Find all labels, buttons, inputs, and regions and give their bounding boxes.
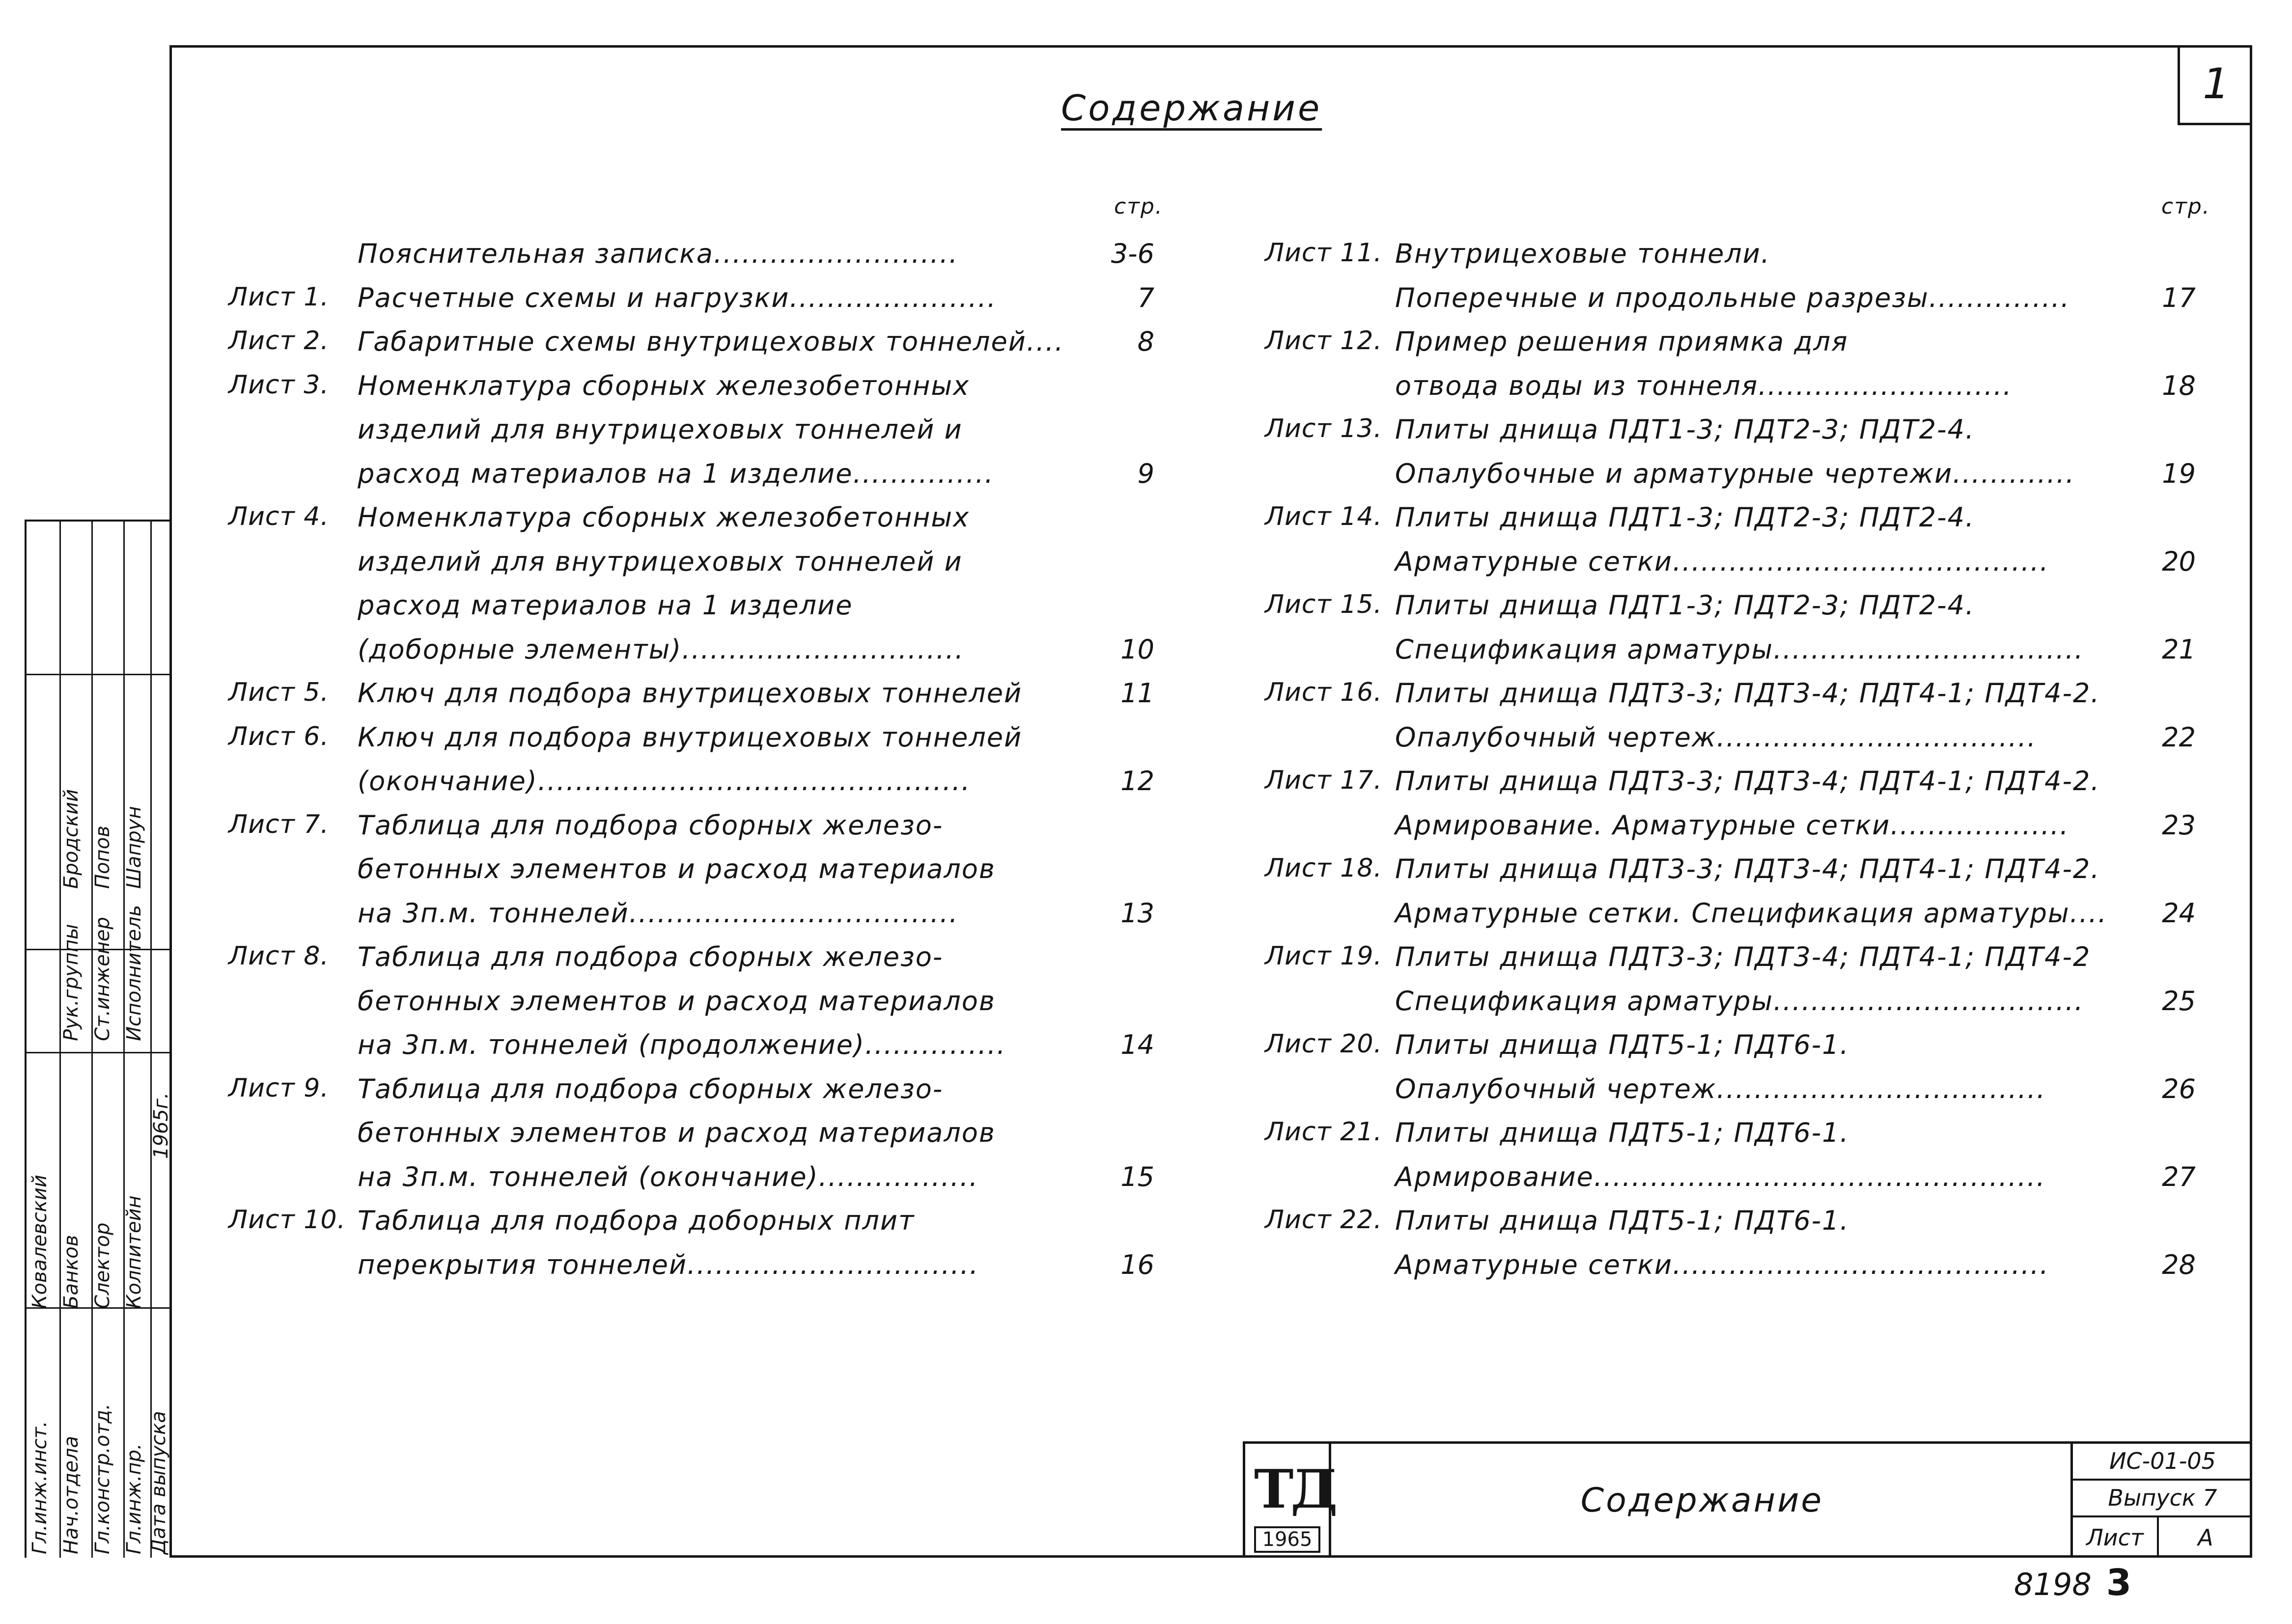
toc-sheet-label: Лист 11. bbox=[1265, 238, 1383, 268]
toc-sheet-label: Лист 18. bbox=[1265, 853, 1383, 883]
toc-entry-text: Плиты днища ПДТ3-3; ПДТ3-4; ПДТ4-1; ПДТ4-2 bbox=[1395, 941, 2091, 972]
issue-number: Выпуск 7 bbox=[2073, 1481, 2252, 1517]
toc-entry-text: бетонных элементов и расход материалов bbox=[358, 853, 996, 884]
toc-sheet-label: Лист 5. bbox=[228, 678, 329, 707]
toc-entry-text: Опалубочный чертеж.................................. bbox=[1395, 721, 2037, 753]
toc-entry-text: Спецификация арматуры................................. bbox=[1395, 985, 2084, 1017]
approval-role: Гл.инж.пр. bbox=[123, 1443, 145, 1554]
approval-role: Ст.инженер bbox=[91, 917, 114, 1041]
toc-entry-text: Опалубочный чертеж................................... bbox=[1395, 1073, 2046, 1104]
approval-role: Гл.инж.инст. bbox=[28, 1421, 51, 1554]
approval-name: Бродский bbox=[60, 789, 83, 889]
toc-entry-text: Внутрицеховые тоннели. bbox=[1395, 238, 1771, 269]
toc-page-number: 15 bbox=[1120, 1161, 1154, 1192]
page-title: Содержание bbox=[1061, 87, 1322, 129]
toc-entry-text: Плиты днища ПДТ5-1; ПДТ6-1. bbox=[1395, 1029, 1849, 1060]
series-code: ИС-01-05 bbox=[2073, 1444, 2252, 1481]
toc-page-number: 18 bbox=[2162, 370, 2196, 401]
toc-sheet-label: Лист 6. bbox=[228, 721, 329, 751]
toc-entry bbox=[1265, 678, 2196, 766]
toc-entry-text: Таблица для подбора доборных плит bbox=[358, 1205, 915, 1236]
toc-entry-text: Армирование................................................ bbox=[1395, 1161, 2046, 1192]
archive-number: 8198 bbox=[2014, 1567, 2092, 1602]
toc-entry-text: Таблица для подбора сборных железо- bbox=[358, 809, 944, 841]
toc-entry bbox=[1265, 414, 2196, 502]
sheet-number: 1 bbox=[2178, 45, 2252, 125]
toc-entry bbox=[1265, 238, 2196, 326]
toc-entry-text: Поперечные и продольные разрезы............... bbox=[1395, 282, 2070, 313]
toc-entry-text: Плиты днища ПДТ3-3; ПДТ3-4; ПДТ4-1; ПДТ4-2. bbox=[1395, 766, 2100, 797]
toc-entry bbox=[1265, 1117, 2196, 1205]
toc-entry-text: Плиты днища ПДТ3-3; ПДТ3-4; ПДТ4-1; ПДТ4-2. bbox=[1395, 853, 2100, 884]
toc-entry-text: изделий для внутрицеховых тоннелей и bbox=[358, 546, 963, 577]
toc-entry bbox=[1265, 853, 2196, 941]
toc-entry-text: Плиты днища ПДТ1-3; ПДТ2-3; ПДТ2-4. bbox=[1395, 502, 1975, 533]
sheet-cell bbox=[2073, 1517, 2252, 1558]
toc-page-number: 16 bbox=[1120, 1249, 1154, 1280]
toc-entry-text: бетонных элементов и расход материалов bbox=[358, 985, 996, 1017]
toc-entry-text: (окончание).............................................. bbox=[358, 766, 971, 797]
toc-page-number: 12 bbox=[1120, 766, 1154, 797]
toc-entry-text: на 3п.м. тоннелей (окончание)................. bbox=[358, 1161, 979, 1192]
toc-sheet-label: Лист 17. bbox=[1265, 766, 1383, 795]
toc-sheet-label: Лист 4. bbox=[228, 502, 329, 531]
toc-entry-text: Арматурные сетки........................................ bbox=[1395, 546, 2049, 577]
toc-entry-text: отвода воды из тоннеля........................... bbox=[1395, 370, 2012, 401]
approval-name: Колпитейн bbox=[123, 1195, 145, 1309]
toc-sheet-label: Лист 19. bbox=[1265, 941, 1383, 971]
toc-entry-text: Плиты днища ПДТ1-3; ПДТ2-3; ПДТ2-4. bbox=[1395, 414, 1975, 445]
toc-page-number: 28 bbox=[2162, 1249, 2196, 1280]
toc-sheet-label: Лист 7. bbox=[228, 809, 329, 839]
toc-sheet-label: Лист 12. bbox=[1265, 326, 1383, 356]
toc-entry-text: Номенклатура сборных железобетонных bbox=[358, 502, 970, 533]
approval-role: Дата выпуска bbox=[147, 1411, 170, 1554]
toc-entry bbox=[1265, 1029, 2196, 1117]
toc-page-number: 14 bbox=[1120, 1029, 1154, 1060]
toc-entry bbox=[228, 1073, 1154, 1206]
toc-entry bbox=[1265, 502, 2196, 590]
approval-name: Шапрун bbox=[123, 806, 145, 889]
toc-sheet-label: Лист 8. bbox=[228, 941, 329, 971]
toc-entry-text: Спецификация арматуры................................. bbox=[1395, 633, 2084, 665]
toc-entry bbox=[228, 502, 1154, 678]
toc-entry bbox=[228, 282, 1154, 327]
toc-entry-text: на 3п.м. тоннелей................................... bbox=[358, 897, 959, 929]
toc-entry bbox=[228, 326, 1154, 370]
logo-mark: ТД bbox=[1254, 1459, 1335, 1520]
toc-entry-text: Таблица для подбора сборных железо- bbox=[358, 941, 944, 972]
toc-entry bbox=[228, 810, 1154, 942]
toc-page-number: 26 bbox=[2162, 1073, 2196, 1104]
toc-page-number: 24 bbox=[2162, 897, 2196, 929]
sheet-value: А bbox=[2198, 1524, 2213, 1551]
toc-page-number: 11 bbox=[1120, 678, 1154, 709]
toc-entry bbox=[1265, 590, 2196, 678]
left-column-heading: стр. bbox=[1114, 194, 1163, 219]
toc-page-number: 22 bbox=[2162, 721, 2196, 753]
page-number: 3 bbox=[2106, 1562, 2132, 1604]
toc-page-number: 7 bbox=[1137, 282, 1154, 313]
toc-entry bbox=[1265, 1205, 2196, 1293]
approval-name: Банков bbox=[60, 1235, 83, 1309]
toc-entry-text: на 3п.м. тоннелей (продолжение)............... bbox=[358, 1029, 1006, 1060]
approval-divider bbox=[27, 1052, 169, 1053]
toc-entry-text: Таблица для подбора сборных железо- bbox=[358, 1073, 944, 1104]
title-block bbox=[1243, 1441, 2252, 1558]
toc-page-number: 23 bbox=[2162, 809, 2196, 841]
toc-page-number: 25 bbox=[2162, 985, 2196, 1017]
approval-role: Гл.констр.отд. bbox=[91, 1404, 114, 1554]
toc-entry bbox=[228, 722, 1154, 810]
approval-role: Исполнитель bbox=[123, 905, 145, 1041]
toc-entry-text: (доборные элементы).............................. bbox=[358, 633, 965, 665]
toc-entry bbox=[1265, 766, 2196, 853]
toc-entry-text: Плиты днища ПДТ3-3; ПДТ3-4; ПДТ4-1; ПДТ4-2. bbox=[1395, 678, 2100, 709]
title-block-title: Содержание bbox=[1580, 1481, 1824, 1520]
title-block-info bbox=[2070, 1444, 2252, 1558]
toc-page-number: 27 bbox=[2162, 1161, 2196, 1192]
toc-page-number: 10 bbox=[1120, 633, 1154, 665]
toc-sheet-label: Лист 3. bbox=[228, 370, 329, 400]
archive-stamp bbox=[2014, 1562, 2131, 1604]
toc-page-number: 19 bbox=[2162, 458, 2196, 489]
toc-sheet-label: Лист 2. bbox=[228, 326, 329, 356]
toc-sheet-label: Лист 15. bbox=[1265, 590, 1383, 619]
toc-entry-text: перекрытия тоннелей............................... bbox=[358, 1249, 979, 1280]
toc-page-number: 9 bbox=[1137, 458, 1154, 489]
toc-sheet-label: Лист 1. bbox=[228, 282, 329, 312]
toc-entry-text: Армирование. Арматурные сетки................... bbox=[1395, 809, 2069, 841]
toc-entry-text: Плиты днища ПДТ5-1; ПДТ6-1. bbox=[1395, 1117, 1849, 1148]
toc-entry bbox=[1265, 326, 2196, 414]
toc-sheet-label: Лист 22. bbox=[1265, 1205, 1383, 1235]
toc-page-number: 21 bbox=[2162, 633, 2196, 665]
approval-name: Слектор bbox=[91, 1222, 114, 1309]
toc-entry-text: изделий для внутрицеховых тоннелей и bbox=[358, 414, 963, 445]
toc-entry-text: Пример решения приямка для bbox=[1395, 326, 1848, 357]
right-column-heading: стр. bbox=[2161, 194, 2210, 219]
toc-entry-text: Ключ для подбора внутрицеховых тоннелей bbox=[358, 721, 1023, 753]
toc-entry-text: Номенклатура сборных железобетонных bbox=[358, 370, 970, 401]
toc-sheet-label: Лист 9. bbox=[228, 1073, 329, 1103]
toc-page-number: 8 bbox=[1137, 326, 1154, 357]
toc-page-number: 20 bbox=[2162, 546, 2196, 577]
logo-year: 1965 bbox=[1254, 1526, 1320, 1553]
toc-entry-text: расход материалов на 1 изделие............... bbox=[358, 458, 994, 489]
toc-entry bbox=[228, 941, 1154, 1073]
toc-entry-text: Арматурные сетки........................................ bbox=[1395, 1249, 2049, 1280]
toc-sheet-label: Лист 13. bbox=[1265, 414, 1383, 443]
toc-entry bbox=[228, 238, 1154, 282]
toc-entry-text: Арматурные сетки. Спецификация арматуры.... bbox=[1395, 897, 2108, 929]
toc-page-number: 13 bbox=[1120, 897, 1154, 929]
toc-page-number: 3-6 bbox=[1111, 238, 1154, 269]
toc-sheet-label: Лист 20. bbox=[1265, 1029, 1383, 1059]
toc-entry-text: Пояснительная записка.......................... bbox=[358, 238, 959, 269]
toc-entry-text: Расчетные схемы и нагрузки...................... bbox=[358, 282, 997, 313]
toc-entry-text: Ключ для подбора внутрицеховых тоннелей bbox=[358, 678, 1023, 709]
institute-logo bbox=[1245, 1444, 1335, 1558]
sheet-label: Лист bbox=[2073, 1517, 2159, 1558]
toc-entry bbox=[1265, 941, 2196, 1029]
toc-entry-text: Опалубочные и арматурные чертежи............. bbox=[1395, 458, 2075, 489]
approval-role: Рук.группы bbox=[60, 924, 83, 1041]
toc-entry bbox=[228, 1205, 1154, 1293]
toc-entry-text: Габаритные схемы внутрицеховых тоннелей.... bbox=[358, 326, 1064, 357]
toc-entry bbox=[228, 678, 1154, 722]
approval-name: Попов bbox=[91, 826, 114, 889]
toc-entry-text: бетонных элементов и расход материалов bbox=[358, 1117, 996, 1148]
approval-name: Ковалевский bbox=[28, 1175, 51, 1309]
toc-sheet-label: Лист 16. bbox=[1265, 678, 1383, 707]
toc-entry-text: Плиты днища ПДТ5-1; ПДТ6-1. bbox=[1395, 1205, 1849, 1236]
toc-sheet-label: Лист 10. bbox=[228, 1205, 346, 1235]
approval-column bbox=[27, 522, 61, 1558]
approval-divider bbox=[27, 674, 169, 675]
approval-role: Нач.отдела bbox=[60, 1435, 83, 1554]
toc-entry-text: расход материалов на 1 изделие bbox=[358, 590, 853, 621]
toc-page-number: 17 bbox=[2162, 282, 2196, 313]
toc-entry bbox=[228, 370, 1154, 502]
approval-year: 1965г. bbox=[150, 1092, 172, 1159]
toc-entry-text: Плиты днища ПДТ1-3; ПДТ2-3; ПДТ2-4. bbox=[1395, 590, 1975, 621]
toc-sheet-label: Лист 21. bbox=[1265, 1117, 1383, 1147]
toc-sheet-label: Лист 14. bbox=[1265, 502, 1383, 531]
